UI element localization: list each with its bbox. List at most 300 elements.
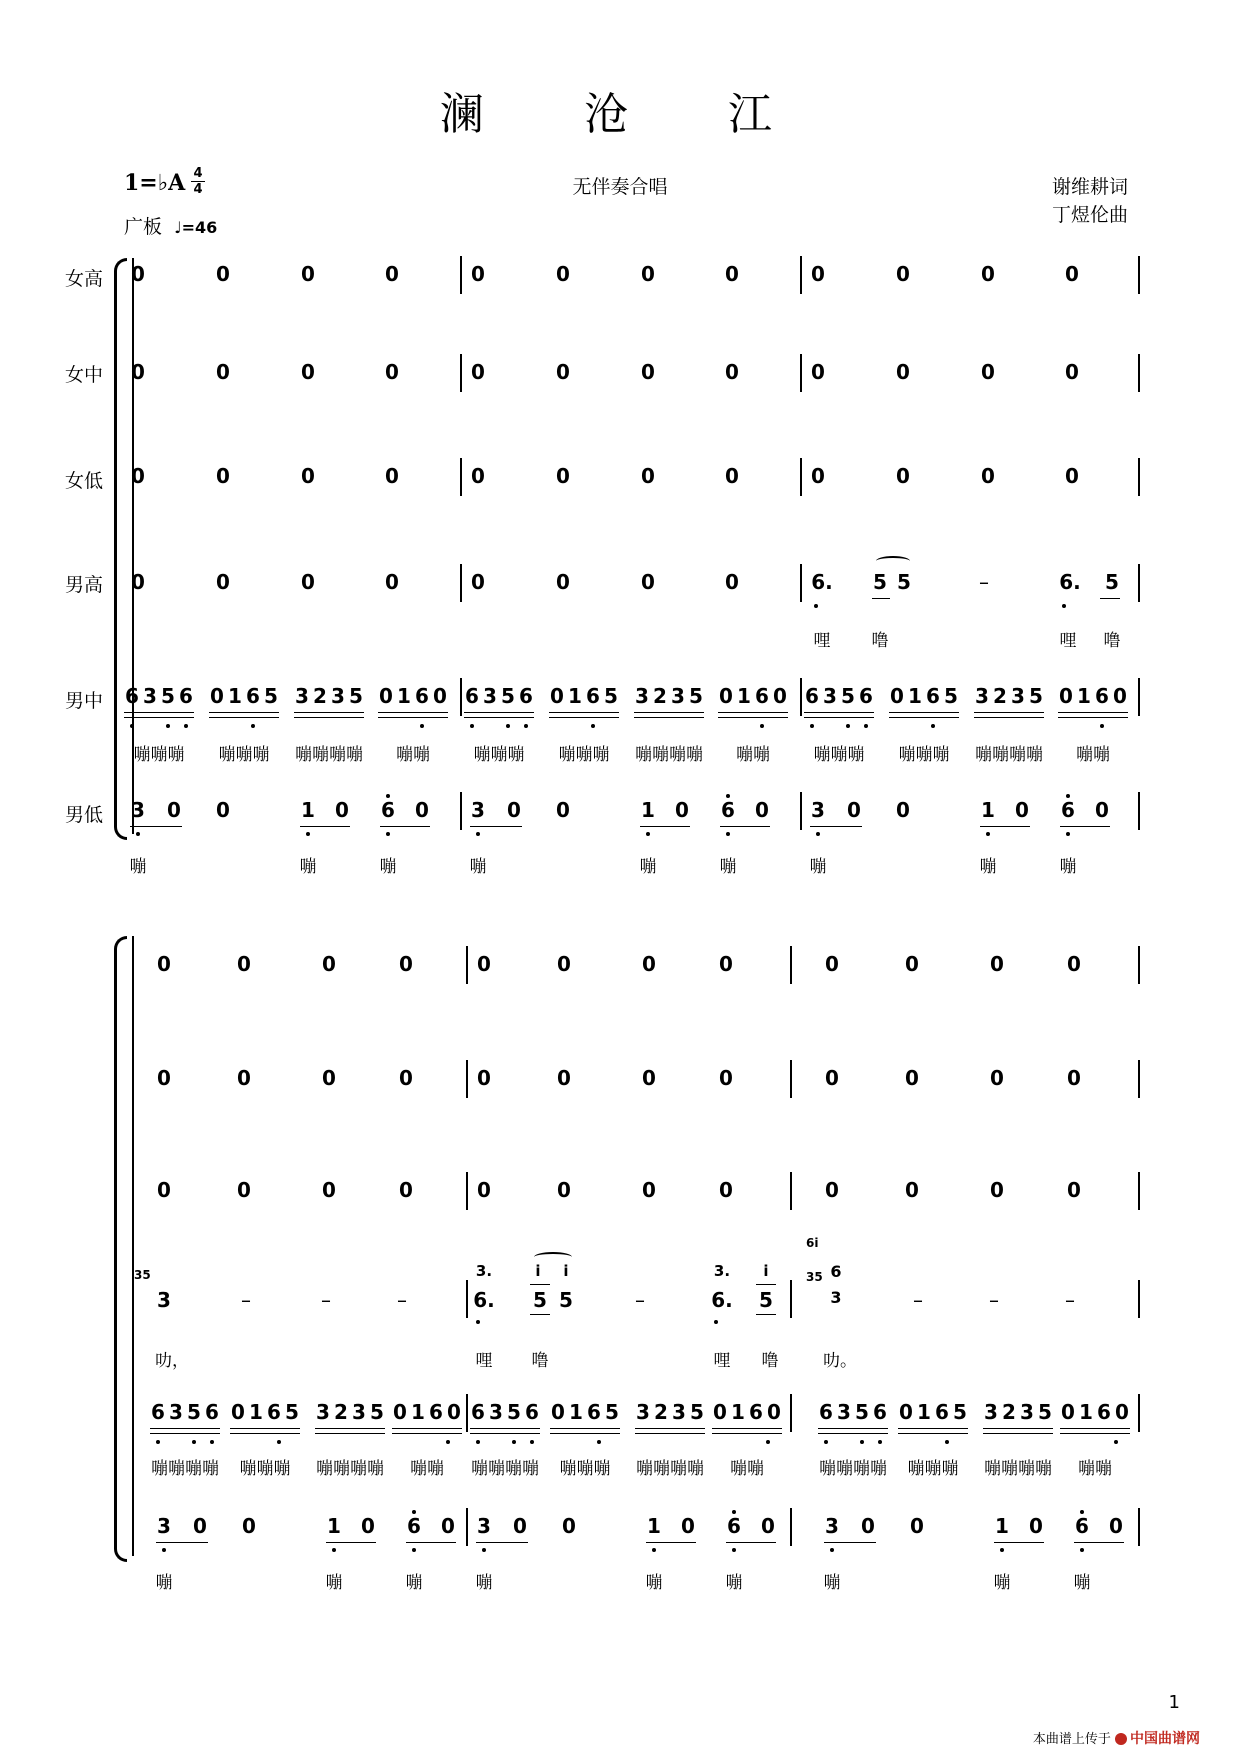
- note: 0: [237, 1066, 251, 1090]
- note: 3: [157, 1514, 171, 1538]
- barline: [460, 256, 462, 294]
- note: i: [763, 1262, 769, 1280]
- note: 3: [352, 1400, 366, 1424]
- note: 2: [334, 1400, 348, 1424]
- note: 0: [1029, 1514, 1043, 1538]
- beam: [315, 1428, 385, 1429]
- beam: [712, 1433, 782, 1434]
- note: 0: [773, 684, 787, 708]
- key-signature: 1=♭A: [124, 170, 186, 196]
- note: 0: [131, 360, 145, 384]
- octave-dot: [166, 724, 170, 728]
- beam: [634, 712, 704, 713]
- note: 0: [811, 360, 825, 384]
- octave-dot: [1100, 724, 1104, 728]
- note: 0: [556, 464, 570, 488]
- beam: [230, 1433, 300, 1434]
- lyric: 嘣嘣嘣: [898, 745, 950, 765]
- note: 3: [636, 1400, 650, 1424]
- octave-dot: [714, 1320, 718, 1324]
- note: 6: [749, 1400, 763, 1424]
- note: 3: [471, 798, 485, 822]
- octave-dot: [732, 1510, 736, 1514]
- note: 0: [216, 262, 230, 286]
- note: 6: [179, 684, 193, 708]
- note: 6.: [473, 1288, 495, 1312]
- barline: [790, 1394, 792, 1432]
- beam: [1074, 1542, 1124, 1543]
- note: 6: [586, 684, 600, 708]
- octave-dot: [646, 832, 650, 836]
- beam: [889, 717, 959, 718]
- note: 3: [830, 1288, 842, 1307]
- time-bottom: 4: [193, 182, 203, 197]
- note: 3: [635, 684, 649, 708]
- note: 5: [604, 684, 618, 708]
- octave-dot: [597, 1440, 601, 1444]
- note: 0: [1065, 262, 1079, 286]
- beam: [1060, 1428, 1130, 1429]
- note: 0: [447, 1400, 461, 1424]
- beam: [464, 712, 534, 713]
- note: 3: [143, 684, 157, 708]
- note: 0: [301, 570, 315, 594]
- note: 6: [873, 1400, 887, 1424]
- beam: [549, 712, 619, 713]
- lyric: 嘣: [993, 1573, 1011, 1593]
- barline: [800, 678, 802, 716]
- octave-dot: [986, 832, 990, 836]
- sustain-dash: –: [1065, 1288, 1075, 1312]
- note: 6: [727, 1514, 741, 1538]
- octave-dot: [830, 1548, 834, 1552]
- note: 0: [301, 464, 315, 488]
- lyric: 哩: [813, 631, 831, 651]
- note: 0: [642, 1066, 656, 1090]
- lyric: 嘣嘣嘣: [907, 1459, 959, 1479]
- note: 0: [1065, 464, 1079, 488]
- beam: [392, 1433, 462, 1434]
- beam: [1100, 598, 1120, 599]
- note: 0: [825, 1066, 839, 1090]
- note: 0: [507, 798, 521, 822]
- note: 0: [1067, 1066, 1081, 1090]
- barline: [460, 458, 462, 496]
- note: 6: [721, 798, 735, 822]
- lyric: 嘣嘣: [736, 745, 770, 765]
- note: 5: [370, 1400, 384, 1424]
- beam: [974, 712, 1044, 713]
- note: 3.: [713, 1262, 731, 1280]
- lyric: 嘣嘣: [410, 1459, 444, 1479]
- note: 5: [689, 684, 703, 708]
- note: 0: [1065, 360, 1079, 384]
- octave-dot: [814, 604, 818, 608]
- note: 6: [415, 684, 429, 708]
- note: 0: [471, 360, 485, 384]
- lyric: 嘣嘣嘣: [239, 1459, 291, 1479]
- octave-dot: [210, 1440, 214, 1444]
- octave-dot: [1080, 1510, 1084, 1514]
- note: 5: [953, 1400, 967, 1424]
- note: 0: [641, 262, 655, 286]
- note: 6: [471, 1400, 485, 1424]
- note: 5: [841, 684, 855, 708]
- note: 3: [1020, 1400, 1034, 1424]
- barline: [460, 792, 462, 830]
- octave-dot: [530, 1440, 534, 1444]
- note: 6: [246, 684, 260, 708]
- note: 0: [675, 798, 689, 822]
- note: 1: [908, 684, 922, 708]
- lyric: 哩: [713, 1351, 731, 1371]
- lyric: 嘣嘣嘣: [218, 745, 270, 765]
- voice-label-soprano: 女高: [64, 268, 103, 290]
- note: 0: [1095, 798, 1109, 822]
- octave-dot: [506, 724, 510, 728]
- voice-label-mezzo: 女中: [64, 364, 103, 386]
- octave-dot: [810, 724, 814, 728]
- beam: [470, 826, 522, 827]
- barline: [790, 1508, 792, 1546]
- note: 0: [641, 360, 655, 384]
- note: 0: [899, 1400, 913, 1424]
- note: 3: [975, 684, 989, 708]
- octave-dot: [420, 724, 424, 728]
- note: 0: [719, 684, 733, 708]
- beam: [726, 1542, 776, 1543]
- lyric: 嘣: [155, 1573, 173, 1593]
- octave-dot: [1062, 604, 1066, 608]
- octave-dot: [476, 1320, 480, 1324]
- octave-dot: [192, 1440, 196, 1444]
- octave-dot: [1066, 832, 1070, 836]
- sustain-dash: –: [989, 1288, 999, 1312]
- octave-dot: [816, 832, 820, 836]
- note: 6: [407, 1514, 421, 1538]
- note: 0: [433, 684, 447, 708]
- note: 2: [654, 1400, 668, 1424]
- note: 1: [301, 798, 315, 822]
- note: 0: [242, 1514, 256, 1538]
- octave-dot: [482, 1548, 486, 1552]
- barline: [460, 564, 462, 602]
- note: 1: [1079, 1400, 1093, 1424]
- note: 0: [719, 1066, 733, 1090]
- note: 6: [819, 1400, 833, 1424]
- octave-dot: [766, 1440, 770, 1444]
- note: 0: [905, 1066, 919, 1090]
- note: 1: [327, 1514, 341, 1538]
- footer-text: 本曲谱上传于: [1032, 1732, 1111, 1747]
- note: 1: [981, 798, 995, 822]
- note: 5: [1105, 570, 1119, 594]
- lyric: 嘣嘣嘣: [558, 745, 610, 765]
- note: 3: [825, 1514, 839, 1538]
- note: 0: [981, 360, 995, 384]
- beam: [634, 717, 704, 718]
- beam: [464, 717, 534, 718]
- beam: [1060, 826, 1110, 827]
- note: 0: [237, 1178, 251, 1202]
- note: 1: [641, 798, 655, 822]
- note: 5: [349, 684, 363, 708]
- beam: [824, 1542, 876, 1543]
- note: 6: [805, 684, 819, 708]
- note: 3: [837, 1400, 851, 1424]
- octave-dot: [760, 724, 764, 728]
- note: 3: [489, 1400, 503, 1424]
- sustain-dash: –: [321, 1288, 331, 1312]
- note: 6.: [811, 570, 833, 594]
- music-site-logo-icon: [1115, 1733, 1127, 1745]
- beam: [898, 1433, 968, 1434]
- note: 6: [429, 1400, 443, 1424]
- octave-dot: [412, 1510, 416, 1514]
- lyric: 嘣: [129, 857, 147, 877]
- lyric: 嘣: [475, 1573, 493, 1593]
- beam: [470, 1428, 540, 1429]
- beam: [392, 1428, 462, 1429]
- note: 0: [399, 952, 413, 976]
- note: 0: [755, 798, 769, 822]
- octave-dot: [864, 724, 868, 728]
- beam: [124, 717, 194, 718]
- lyric: 嘣嘣嘣嘣: [295, 745, 363, 765]
- beam: [549, 717, 619, 718]
- note: 5: [161, 684, 175, 708]
- octave-dot: [860, 1440, 864, 1444]
- lyric: 嘣嘣嘣: [559, 1459, 611, 1479]
- note: 0: [335, 798, 349, 822]
- barline: [1138, 1060, 1140, 1098]
- octave-dot: [1080, 1548, 1084, 1552]
- grace-notes: 35: [134, 1268, 151, 1282]
- note: 0: [725, 464, 739, 488]
- note: 5: [559, 1288, 573, 1312]
- beam: [635, 1433, 705, 1434]
- note: 5: [501, 684, 515, 708]
- beam: [720, 826, 770, 827]
- note: 6: [151, 1400, 165, 1424]
- octave-dot: [386, 794, 390, 798]
- note: 3: [169, 1400, 183, 1424]
- note: 0: [557, 1066, 571, 1090]
- beam: [150, 1433, 220, 1434]
- octave-dot: [156, 1440, 160, 1444]
- note: 6: [830, 1262, 842, 1281]
- note: 0: [896, 798, 910, 822]
- note: 0: [471, 262, 485, 286]
- note: 0: [642, 1178, 656, 1202]
- octave-dot: [846, 724, 850, 728]
- note: 0: [562, 1514, 576, 1538]
- beam: [406, 1542, 456, 1543]
- note: 3: [811, 798, 825, 822]
- note: 3: [331, 684, 345, 708]
- beam: [156, 1542, 208, 1543]
- octave-dot: [1066, 794, 1070, 798]
- note: 0: [551, 1400, 565, 1424]
- octave-dot: [652, 1548, 656, 1552]
- note: 0: [385, 360, 399, 384]
- note: 1: [228, 684, 242, 708]
- beam: [983, 1428, 1053, 1429]
- octave-dot: [1000, 1548, 1004, 1552]
- note: 6: [1097, 1400, 1111, 1424]
- note: 0: [811, 262, 825, 286]
- note: 0: [1115, 1400, 1129, 1424]
- note: 0: [167, 798, 181, 822]
- beam: [818, 1428, 888, 1429]
- barline: [466, 1060, 468, 1098]
- note: 0: [981, 464, 995, 488]
- beam: [1060, 1433, 1130, 1434]
- note: 0: [441, 1514, 455, 1538]
- footer-brand: 中国曲谱网: [1130, 1731, 1200, 1747]
- lyric: 哩: [475, 1351, 493, 1371]
- tie-arc: [876, 556, 910, 566]
- beam: [380, 826, 430, 827]
- barline: [1138, 564, 1140, 602]
- barline: [800, 792, 802, 830]
- note: 3: [823, 684, 837, 708]
- beam: [818, 1433, 888, 1434]
- lyric: 噜: [871, 631, 889, 651]
- beam: [300, 826, 350, 827]
- note: 0: [385, 570, 399, 594]
- note: 5: [264, 684, 278, 708]
- lyric: 嘣: [979, 857, 997, 877]
- note: 0: [513, 1514, 527, 1538]
- beam: [130, 826, 182, 827]
- beam: [209, 717, 279, 718]
- tempo-marking: [124, 212, 217, 239]
- note: 6: [1061, 798, 1075, 822]
- octave-dot: [524, 724, 528, 728]
- beam: [718, 712, 788, 713]
- beam: [712, 1428, 782, 1429]
- note: 0: [556, 570, 570, 594]
- lyric: 嘣嘣: [1076, 745, 1110, 765]
- beam: [550, 1428, 620, 1429]
- beam: [640, 826, 690, 827]
- beam: [980, 826, 1030, 827]
- note: 0: [157, 1178, 171, 1202]
- barline: [1138, 256, 1140, 294]
- note: 0: [981, 262, 995, 286]
- lyric: 嘣: [299, 857, 317, 877]
- note: 0: [811, 464, 825, 488]
- beam: [974, 717, 1044, 718]
- note: 1: [569, 1400, 583, 1424]
- note: 0: [322, 952, 336, 976]
- tempo-value: ♩=46: [174, 218, 218, 237]
- grace-notes: 35: [806, 1270, 823, 1284]
- note: 0: [719, 952, 733, 976]
- lyric: 嘣嘣嘣嘣: [316, 1459, 384, 1479]
- octave-dot: [446, 1440, 450, 1444]
- note: 0: [216, 570, 230, 594]
- note: 0: [301, 262, 315, 286]
- note: 3: [316, 1400, 330, 1424]
- note: 1: [995, 1514, 1009, 1538]
- note: 0: [131, 570, 145, 594]
- song-title: 澜 沧 江: [440, 89, 800, 140]
- beam: [635, 1428, 705, 1429]
- lyric: 嘣: [719, 857, 737, 877]
- beam: [294, 717, 364, 718]
- note: 0: [193, 1514, 207, 1538]
- note: 0: [556, 798, 570, 822]
- beam: [718, 717, 788, 718]
- octave-dot: [162, 1548, 166, 1552]
- lyric: 嘣嘣嘣嘣: [636, 1459, 704, 1479]
- lyric: 嘣: [639, 857, 657, 877]
- note: 0: [1067, 1178, 1081, 1202]
- note: 0: [471, 464, 485, 488]
- note: 0: [385, 464, 399, 488]
- barline: [1138, 946, 1140, 984]
- note: 0: [896, 262, 910, 286]
- note: 3.: [475, 1262, 493, 1280]
- tie-arc: [534, 1252, 572, 1262]
- note: 5: [873, 570, 887, 594]
- note: 0: [861, 1514, 875, 1538]
- note: 0: [990, 1178, 1004, 1202]
- note: 0: [477, 1178, 491, 1202]
- note: 0: [131, 464, 145, 488]
- beam: [756, 1314, 776, 1315]
- beam: [810, 826, 862, 827]
- subtitle: 无伴奏合唱: [572, 176, 668, 198]
- note: 3: [295, 684, 309, 708]
- note: i: [535, 1262, 541, 1280]
- note: 6: [205, 1400, 219, 1424]
- octave-dot: [726, 832, 730, 836]
- note: 2: [313, 684, 327, 708]
- note: 3: [984, 1400, 998, 1424]
- note: 0: [322, 1066, 336, 1090]
- page-number: 1: [1168, 1692, 1180, 1713]
- note: 3: [483, 684, 497, 708]
- beam: [804, 712, 874, 713]
- note: 5: [944, 684, 958, 708]
- sustain-dash: –: [913, 1288, 923, 1312]
- note: 0: [157, 1066, 171, 1090]
- lyric: 噜: [761, 1351, 779, 1371]
- note: 6: [587, 1400, 601, 1424]
- note: 0: [385, 262, 399, 286]
- note: 5: [759, 1288, 773, 1312]
- lyric: 嘣嘣: [1078, 1459, 1112, 1479]
- note: 6: [125, 684, 139, 708]
- note: 0: [725, 360, 739, 384]
- beam: [326, 1542, 376, 1543]
- barline: [1138, 1172, 1140, 1210]
- beam: [294, 712, 364, 713]
- note: 0: [641, 464, 655, 488]
- note: 0: [301, 360, 315, 384]
- grace-notes: 6i: [806, 1236, 819, 1250]
- system1-bracket: [114, 258, 127, 840]
- beam: [804, 717, 874, 718]
- note: 0: [641, 570, 655, 594]
- voice-label-alto: 女低: [64, 470, 103, 492]
- barline: [800, 458, 802, 496]
- note: 1: [731, 1400, 745, 1424]
- lyric: 嘣嘣嘣嘣: [975, 745, 1043, 765]
